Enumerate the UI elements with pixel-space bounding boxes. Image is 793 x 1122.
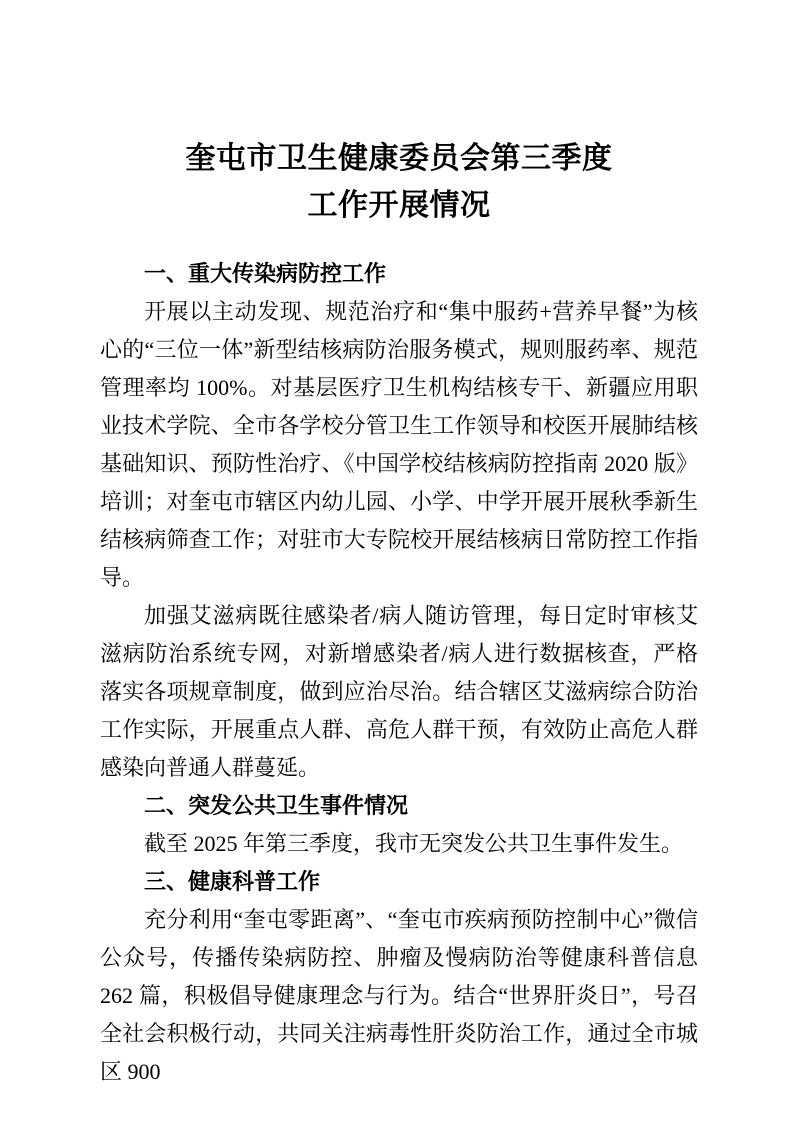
paragraph-health-education: 充分利用“奎屯零距离”、“奎屯市疾病预防控制中心”微信公众号，传播传染病防控、肿瘤及慢病防治等健康科普信息 262 篇，积极倡导健康理念与行为。结合“世界肝炎日”，号召全社会积极行动，共同关注病毒性肝炎防治工作，通过全市城区 900	[100, 907, 698, 1084]
section-heading-1: 一、重大传染病防控工作	[144, 261, 387, 286]
document-title	[100, 135, 698, 229]
section-health-science-popularization	[100, 863, 698, 1091]
section-public-health-emergencies	[100, 787, 698, 863]
paragraph-no-emergencies: 截至 2025 年第三季度，我市无突发公共卫生事件发生。	[144, 831, 684, 856]
document-title-line2: 工作开展情况	[307, 189, 491, 222]
paragraph-aids-control: 加强艾滋病既往感染者/病人随访管理，每日定时审核艾滋病防治系统专网，对新增感染者/病人进行数据核查，严格落实各项规章制度，做到应治尽治。结合辖区艾滋病综合防治工作实际，开展重点人群、高危人群干预，有效防止高危人群感染向普通人群蔓延。	[100, 603, 698, 780]
section-major-infectious-disease-control	[100, 255, 698, 787]
paragraph-tuberculosis-control: 开展以主动发现、规范治疗和“集中服药+营养早餐”为核心的“三位一体”新型结核病防治服务模式，规则服药率、规范管理率均 100%。对基层医疗卫生机构结核专干、新疆应用职业技术学院、全市各学校分管卫生工作领导和校医开展肺结核基础知识、预防性治疗、《中国学校结核病防控指南 2020 版》培训；对奎屯市辖区内幼儿园、小学、中学开展开展秋季新生结核病筛查工作；对驻市大专院校开展结核病日常防控工作指导。	[100, 299, 698, 590]
section-heading-2: 二、突发公共卫生事件情况	[144, 793, 409, 818]
section-heading-3: 三、健康科普工作	[144, 869, 321, 894]
document-title-line1: 奎屯市卫生健康委员会第三季度	[185, 142, 613, 175]
